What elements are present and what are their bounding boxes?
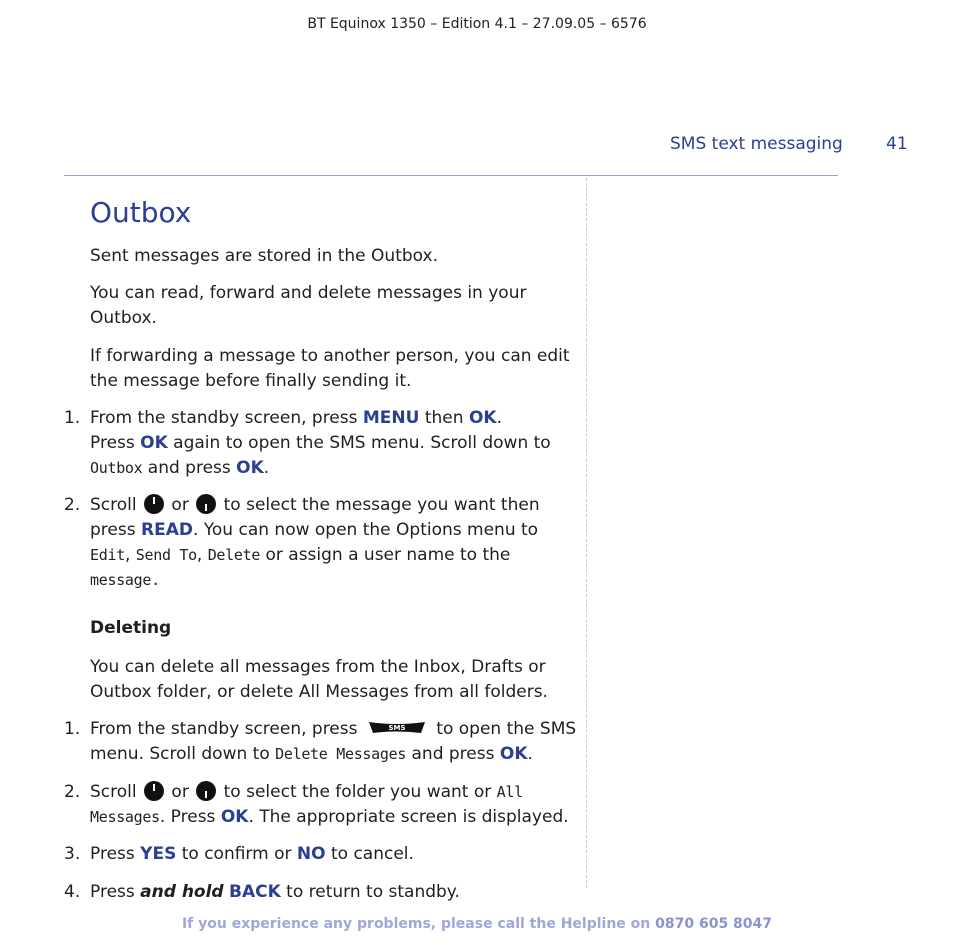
lcd-text: Edit [90, 546, 125, 564]
key-label: READ [140, 520, 193, 540]
intro-line: Outbox. [90, 308, 157, 328]
step-line: Press YES to confirm or NO to cancel. [90, 844, 414, 864]
step-line: menu. Scroll down to Delete Messages and press OK. [90, 744, 533, 764]
step-number: 2. [64, 495, 81, 515]
paragraph-line: Outbox folder, or delete All Messages from all folders. [90, 682, 548, 702]
step-number: 3. [64, 844, 81, 864]
scroll-up-icon [144, 781, 164, 801]
helpline-footer: If you experience any problems, please call the Helpline on 0870 605 8047 [181, 916, 773, 932]
step-line: Press OK again to open the SMS menu. Scroll down to [90, 433, 551, 453]
key-label: OK [236, 458, 264, 478]
page-heading: Outbox [90, 196, 192, 229]
emphasis: and hold [140, 882, 224, 902]
step-line: Scroll or to select the folder you want or All [90, 782, 523, 802]
step-line: press READ. You can now open the Options menu to [90, 520, 539, 540]
key-label: OK [468, 408, 497, 428]
step-number: 1. [64, 719, 81, 739]
paragraph-line: You can delete all messages from the Inbox, Drafts or [90, 657, 546, 677]
intro-line: Sent messages are stored in the Outbox. [90, 246, 439, 266]
lcd-text: Outbox [90, 459, 143, 477]
lcd-text: All [496, 783, 523, 801]
sms-key-icon [367, 721, 427, 734]
key-label: MENU [362, 408, 420, 428]
step-number: 2. [64, 782, 81, 802]
subheading: Deleting [90, 618, 172, 638]
step-line: Press and hold BACK to return to standby. [90, 882, 460, 902]
scroll-down-icon [196, 494, 216, 514]
header-rule [64, 175, 838, 176]
scroll-down-icon [196, 781, 216, 801]
step-number: 4. [64, 882, 81, 902]
print-header: BT Equinox 1350 – Edition 4.1 – 27.09.05 – 6576 [307, 16, 647, 32]
key-label: NO [296, 844, 326, 864]
key-label: OK [140, 433, 168, 453]
step-line: Messages. Press OK. The appropriate screen is displayed. [90, 807, 569, 827]
page-number: 41 [886, 134, 908, 154]
step-line: Edit, Send To, Delete or assign a user name to the [90, 545, 511, 565]
helpline-number: 0870 605 8047 [655, 916, 773, 932]
step-line: Scroll or to select the message you want then [90, 495, 540, 515]
step-line: From the standby screen, press MENU then OK. [90, 408, 502, 428]
key-label: BACK [229, 882, 281, 902]
sms-key-label: SMS [388, 724, 406, 732]
lcd-text: Delete Messages [275, 745, 407, 763]
key-label: OK [220, 807, 249, 827]
lcd-text: Messages [90, 808, 160, 826]
lcd-text: Send To [135, 546, 197, 564]
step-number: 1. [64, 408, 81, 428]
lcd-text: Delete [207, 546, 261, 564]
key-label: YES [140, 844, 177, 864]
section-title: SMS text messaging [670, 134, 843, 154]
intro-line: You can read, forward and delete messages in your [90, 283, 527, 303]
key-label: OK [499, 744, 528, 764]
intro-line: the message before finally sending it. [90, 371, 412, 391]
step-line [90, 568, 160, 593]
step-line: Outbox and press OK. [90, 458, 270, 478]
lcd-text: message. [90, 571, 160, 589]
step-line: From the standby screen, press SMS to open the SMS [90, 719, 577, 739]
column-divider [586, 178, 587, 888]
intro-line: If forwarding a message to another person, you can edit [90, 346, 570, 366]
scroll-up-icon [144, 494, 164, 514]
